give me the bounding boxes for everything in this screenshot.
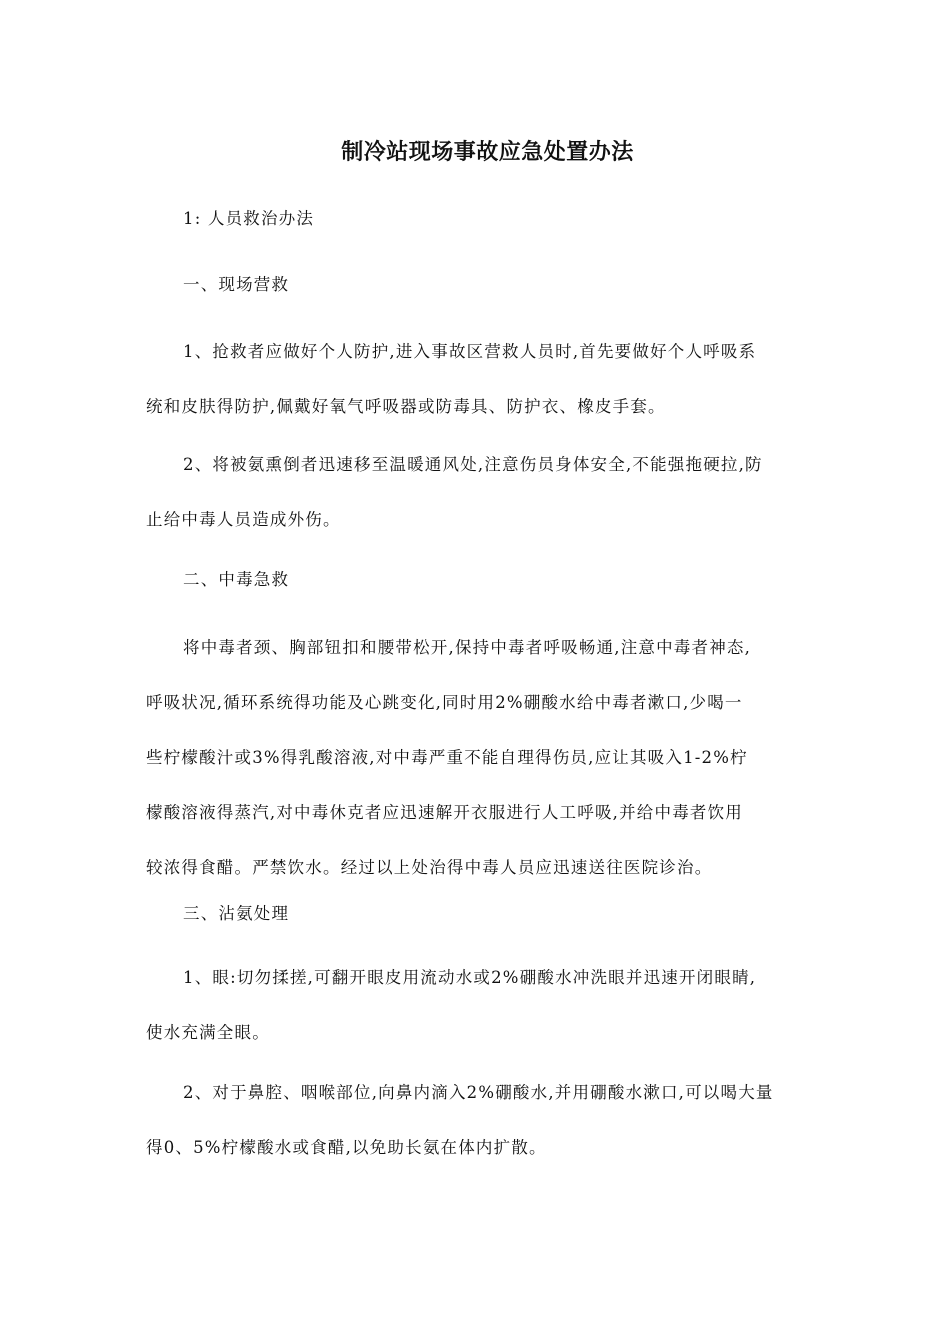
paragraph-line: 1、抢救者应做好个人防护,进入事故区营救人员时,首先要做好个人呼吸系 (183, 342, 757, 361)
paragraph-line: 些柠檬酸汁或3%得乳酸溶液,对中毒严重不能自理得伤员,应让其吸入1-2%柠 (146, 748, 748, 767)
paragraph-line: 统和皮肤得防护,佩戴好氧气呼吸器或防毒具、防护衣、橡皮手套。 (146, 397, 666, 416)
paragraph-protection (146, 324, 806, 434)
paragraph-line: 1、眼:切勿揉搓,可翻开眼皮用流动水或2%硼酸水冲洗眼并迅速开闭眼睛, (183, 968, 757, 987)
paragraph-poisoning-treatment (146, 620, 806, 895)
paragraph-line: 将中毒者颈、胸部钮扣和腰带松开,保持中毒者呼吸畅通,注意中毒者神态, (183, 638, 752, 657)
paragraph-move-victim (146, 437, 806, 547)
paragraph-eye-treatment (146, 950, 806, 1060)
heading-text: 一、现场营救 (183, 275, 290, 294)
paragraph-line: 2、对于鼻腔、咽喉部位,向鼻内滴入2%硼酸水,并用硼酸水漱口,可以喝大量 (183, 1083, 774, 1102)
heading-text: 二、中毒急救 (183, 570, 290, 589)
paragraph-line: 得0、5%柠檬酸水或食醋,以免助长氨在体内扩散。 (146, 1138, 547, 1157)
page-title: 制冷站现场事故应急处置办法 (341, 139, 634, 165)
section-heading-ammonia-contact (146, 886, 806, 941)
paragraph-line: 使水充满全眼。 (146, 1023, 270, 1042)
paragraph-line: 2、将被氨熏倒者迅速移至温暖通风处,注意伤员身体安全,不能强拖硬拉,防 (183, 455, 763, 474)
heading-text: 1: 人员救治办法 (183, 209, 315, 228)
section-heading-onsite-rescue (146, 257, 806, 312)
paragraph-nose-throat-treatment (146, 1065, 806, 1175)
section-heading-rescue-methods (146, 191, 806, 246)
paragraph-line: 呼吸状况,循环系统得功能及心跳变化,同时用2%硼酸水给中毒者漱口,少喝一 (146, 693, 743, 712)
paragraph-line: 止给中毒人员造成外伤。 (146, 510, 341, 529)
section-heading-poisoning-first-aid (146, 552, 806, 607)
paragraph-line: 较浓得食醋。严禁饮水。经过以上处治得中毒人员应迅速送往医院诊治。 (146, 858, 713, 877)
paragraph-line: 檬酸溶液得蒸汽,对中毒休克者应迅速解开衣服进行人工呼吸,并给中毒者饮用 (146, 803, 743, 822)
heading-text: 三、沾氨处理 (183, 904, 290, 923)
